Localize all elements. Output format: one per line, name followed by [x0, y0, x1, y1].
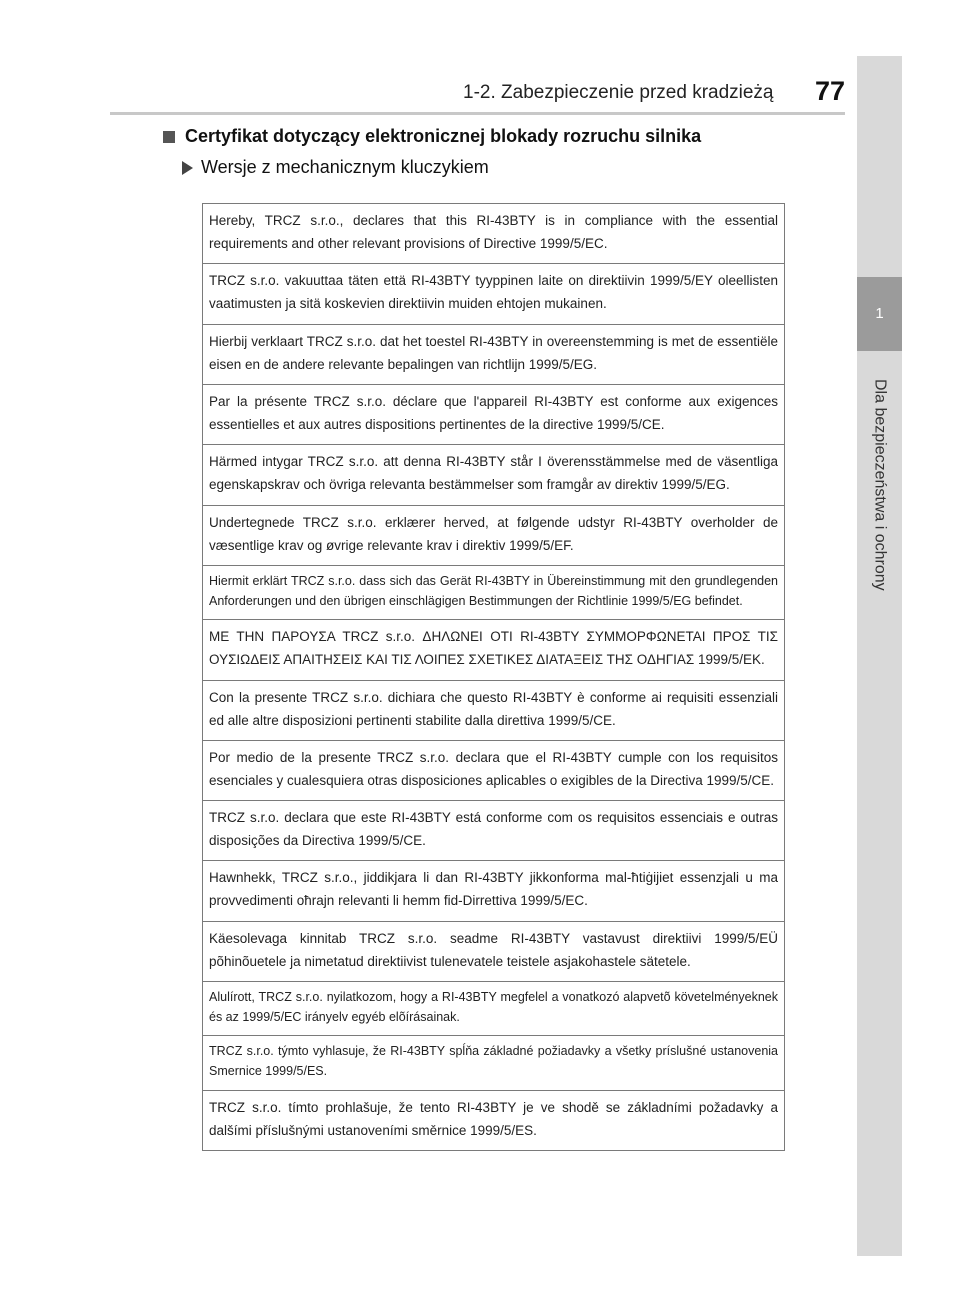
chapter-number-tab: 1	[857, 277, 902, 351]
declaration-et: Käesolevaga kinnitab TRCZ s.r.o. seadme RI-43BTY vastavust direktiivi 1999/5/EÜ põhinõuetele ja nimetatud direktiivist tulenevatele teistele asjakohastele sätetele.	[203, 922, 784, 982]
declaration-sv: Härmed intygar TRCZ s.r.o. att denna RI-43BTY står I överensstämmelse med de väsentliga egenskapskrav och övriga relevanta bestämmelser som framgår av direktiv 1999/5/EG.	[203, 445, 784, 505]
page-header-title: 1-2. Zabezpieczenie przed kradzieżą	[463, 82, 774, 103]
triangle-bullet-icon	[182, 161, 193, 175]
header-divider	[110, 112, 845, 115]
page-number: 77	[815, 76, 846, 106]
declaration-el: ΜΕ ΤΗΝ ΠΑΡΟΥΣΑ TRCZ s.r.o. ΔΗΛΩΝΕΙ ΟΤΙ RI-43BTY ΣΥΜΜΟΡΦΩΝΕΤΑΙ ΠΡΟΣ ΤΙΣ ΟΥΣΙΩΔΕΙΣ ΑΠΑΙΤΗΣΕΙΣ ΚΑΙ ΤΙΣ ΛΟΙΠΕΣ ΣΧΕΤΙΚΕΣ ΔΙΑΤΑΞΕΙΣ ΤΗΣ ΟΔΗΓΙΑΣ 1999/5/ΕΚ.	[203, 620, 784, 680]
chapter-label-tab	[857, 360, 902, 610]
declaration-hu: Alulírott, TRCZ s.r.o. nyilatkozom, hogy a RI-43BTY megfelel a vonatkozó alapvetõ követelményeknek és az 1999/5/EC irányelv egyéb elõírásainak.	[203, 982, 784, 1036]
declaration-da: Undertegnede TRCZ s.r.o. erklærer herved, at følgende udstyr RI-43BTY overholder de væsentlige krav og øvrige relevante krav i direktiv 1999/5/EF.	[203, 506, 784, 566]
declaration-nl: Hierbij verklaart TRCZ s.r.o. dat het toestel RI-43BTY in overeenstemming is met de essentiële eisen en de andere relevante bepalingen van richtlijn 1999/5/EG.	[203, 325, 784, 385]
declarations-table	[202, 203, 785, 1151]
declaration-fr: Par la présente TRCZ s.r.o. déclare que l'appareil RI-43BTY est conforme aux exigences essentielles et aux autres dispositions pertinentes de la directive 1999/5/CE.	[203, 385, 784, 445]
declaration-en: Hereby, TRCZ s.r.o., declares that this RI-43BTY is in compliance with the essential requirements and other relevant provisions of Directive 1999/5/EC.	[203, 204, 784, 264]
side-chapter-tab	[857, 56, 902, 1256]
declaration-fi: TRCZ s.r.o. vakuuttaa täten että RI-43BTY tyyppinen laite on direktiivin 1999/5/EY oleellisten vaatimusten ja sitä koskevien direktiivin muiden ehtojen mukainen.	[203, 264, 784, 324]
declaration-it: Con la presente TRCZ s.r.o. dichiara che questo RI-43BTY è conforme ai requisiti essenziali ed alle altre disposizioni pertinenti stabilite dalla direttiva 1999/5/CE.	[203, 681, 784, 741]
sub-heading	[182, 157, 489, 178]
declaration-mt: Hawnhekk, TRCZ s.r.o., jiddikjara li dan RI-43BTY jikkonforma mal-ħtiġijiet essenzjali u ma provvedimenti oħrajn relevanti li hemm fid-Dirrettiva 1999/5/EC.	[203, 861, 784, 921]
declaration-sk: TRCZ s.r.o. týmto vyhlasuje, že RI-43BTY spĺňa základné požiadavky a všetky príslušné ustanovenia Smernice 1999/5/ES.	[203, 1036, 784, 1090]
declaration-pt: TRCZ s.r.o. declara que este RI-43BTY está conforme com os requisitos essenciais e outras disposições da Directiva 1999/5/CE.	[203, 801, 784, 861]
section-heading	[163, 126, 701, 147]
chapter-label: Dla bezpieczeństwa i ochrony	[871, 379, 889, 591]
square-bullet-icon	[163, 131, 175, 143]
sub-heading-text: Wersje z mechanicznym kluczykiem	[201, 157, 489, 177]
section-heading-text: Certyfikat dotyczący elektronicznej blokady rozruchu silnika	[185, 126, 702, 146]
declaration-de: Hiermit erklärt TRCZ s.r.o. dass sich das Gerät RI-43BTY in Übereinstimmung mit den grundlegenden Anforderungen und den übrigen einschlägigen Bestimmungen der Richtlinie 1999/5/EG befindet.	[203, 566, 784, 620]
declaration-cs: TRCZ s.r.o. tímto prohlašuje, že tento RI-43BTY je ve shodě se základními požadavky a dalšími příslušnými ustanoveními směrnice 1999/5/ES.	[209, 1099, 778, 1138]
declaration-es: Por medio de la presente TRCZ s.r.o. declara que el RI-43BTY cumple con los requisitos esenciales y cualesquiera otras disposiciones aplicables o exigibles de la Directiva 1999/5/CE.	[203, 741, 784, 801]
